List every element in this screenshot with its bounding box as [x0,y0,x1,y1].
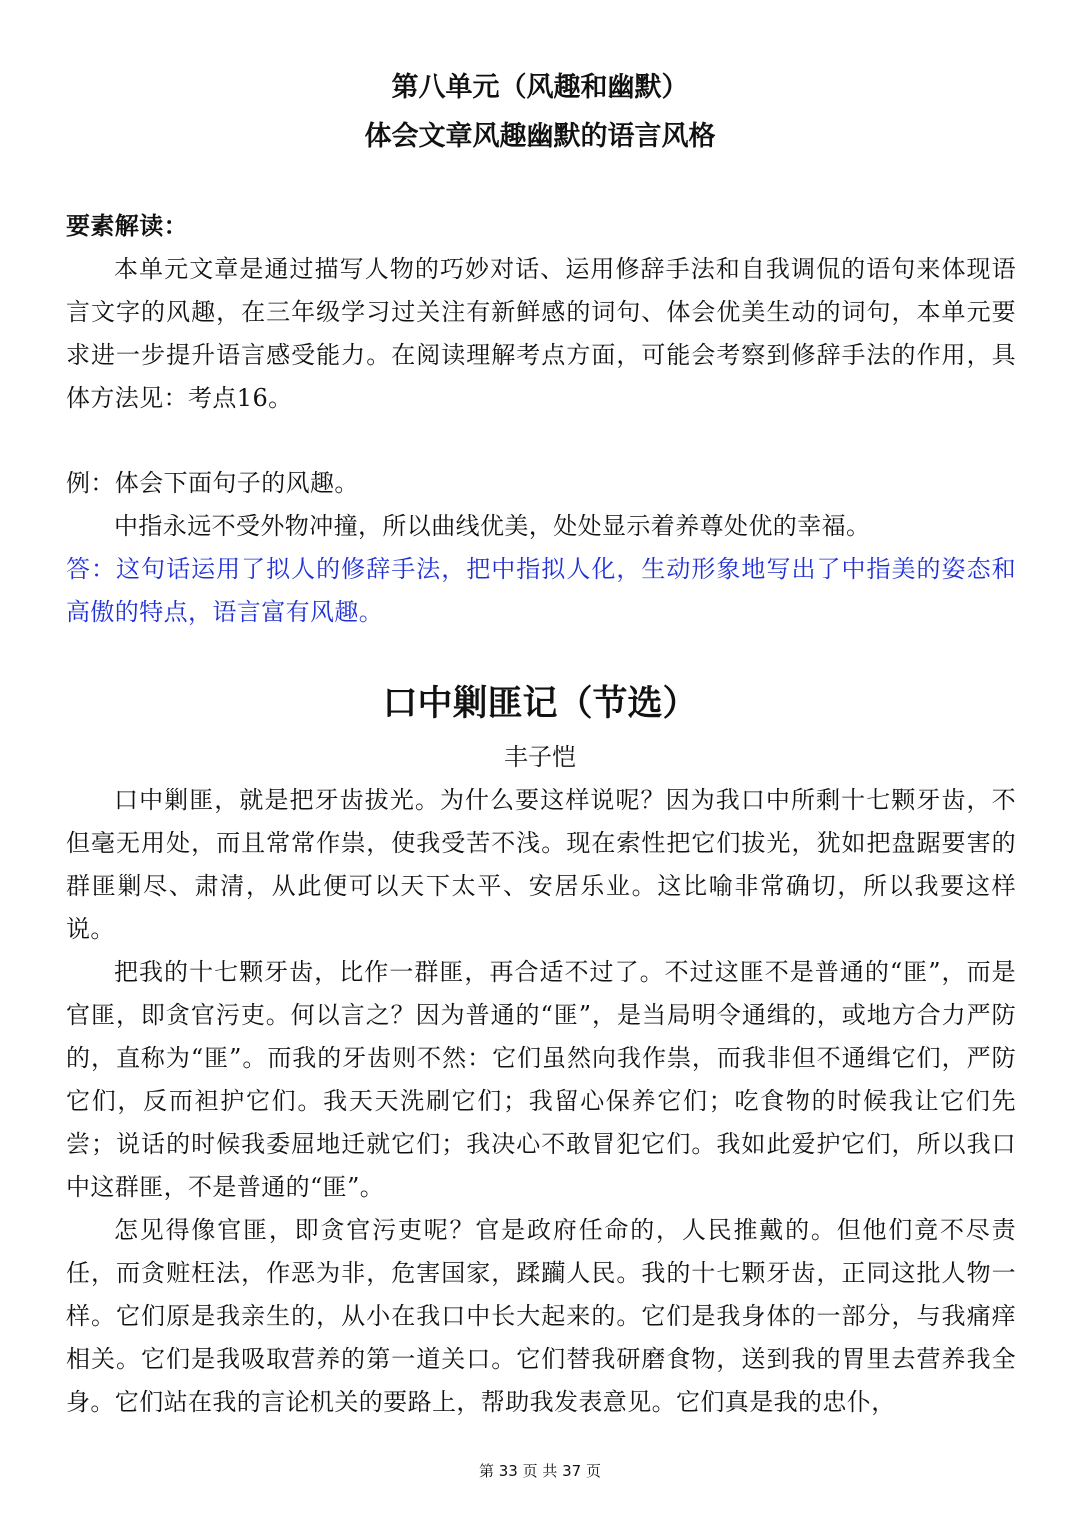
essay-title: 口中剿匪记（节选） [382,684,698,724]
essay-paragraph-3: 怎见得像官匪，即贪官污吏呢？官是政府任命的，人民推戴的。但他们竟不尽责任，而贪赃枉法，作恶为非，危害国家，蹂躏人民。我的十七颗牙齿，正同这批人物一样。它们原是我亲生的，从小在我口中长大起来的。它们是我身体的一部分，与我痛痒相关。它们是我吸取营养的第一道关口。它们替我研磨食物，送到我的胃里去营养我全身。它们站在我的言论机关的要路上，帮助我发表意见。它们真是我的忠仆， [66,1216,1016,1416]
example-sentence: 中指永远不受外物冲撞，所以曲线优美，处处显示着养尊处优的幸福。 [114,512,871,540]
unit-title: 第八单元（风趣和幽默） [391,72,689,103]
example-answer: 答：这句话运用了拟人的修辞手法，把中指拟人化，生动形象地写出了中指美的姿态和高傲的特点，语言富有风趣。 [66,555,1016,626]
essay-paragraph-1: 口中剿匪，就是把牙齿拔光。为什么要这样说呢？因为我口中所剩十七颗牙齿，不但毫无用处，而且常常作祟，使我受苦不浅。现在索性把它们拔光，犹如把盘踞要害的群匪剿尽、肃清，从此便可以天下太平、安居乐业。这比喻非常确切，所以我要这样说。 [66,786,1016,943]
elements-paragraph: 本单元文章是通过描写人物的巧妙对话、运用修辞手法和自我调侃的语句来体现语言文字的风趣，在三年级学习过关注有新鲜感的词句、体会优美生动的词句，本单元要求进一步提升语言感受能力。在阅读理解考点方面，可能会考察到修辞手法的作用，具体方法见：考点16。 [66,255,1016,412]
elements-label: 要素解读： [66,212,188,240]
unit-subtitle: 体会文章风趣幽默的语言风格 [364,121,716,152]
essay-author: 丰子恺 [504,743,576,771]
example-question: 例：体会下面句子的风趣。 [66,469,359,497]
page-footer: 第 33 页 共 37 页 [478,1462,601,1480]
essay-paragraph-2: 把我的十七颗牙齿，比作一群匪，再合适不过了。不过这匪不是普通的“匪”，而是官匪，即贪官污吏。何以言之？因为普通的“匪”，是当局明令通缉的，或地方合力严防的，直称为“匪”。而我的牙齿则不然：它们虽然向我作祟，而我非但不通缉它们，严防它们，反而袒护它们。我天天洗刷它们；我留心保养它们；吃食物的时候我让它们先尝；说话的时候我委屈地迁就它们；我决心不敢冒犯它们。我如此爱护它们，所以我口中这群匪，不是普通的“匪”。 [66,958,1016,1201]
